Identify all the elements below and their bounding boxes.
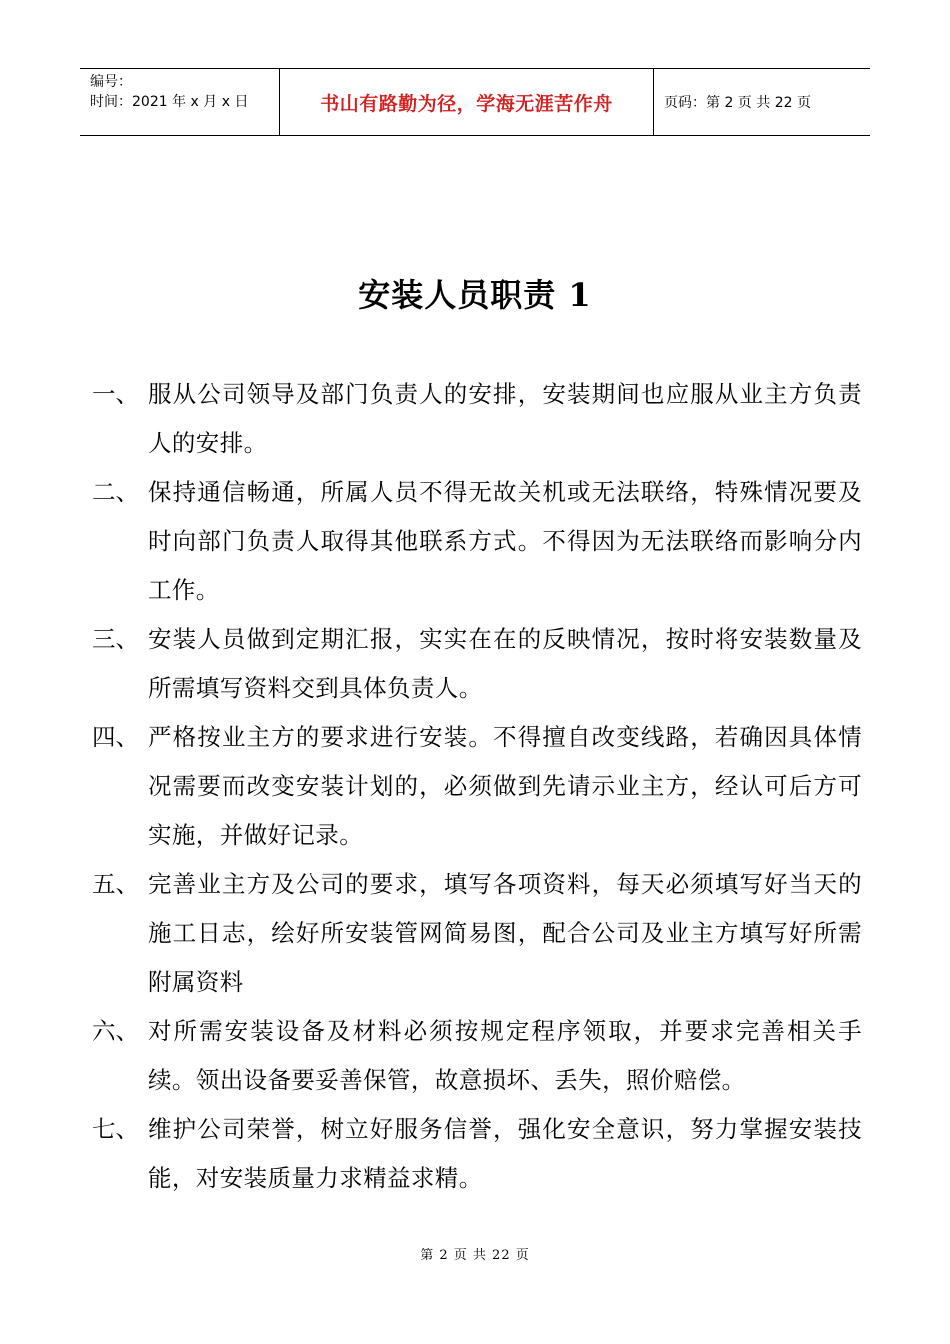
list-item bbox=[92, 615, 862, 713]
list-item-text: 服从公司领导及部门负责人的安排，安装期间也应服从业主方负责人的安排。 bbox=[148, 380, 862, 457]
page-header bbox=[80, 68, 870, 136]
list-item-text: 对所需安装设备及材料必须按规定程序领取，并要求完善相关手续。领出设备要妥善保管，故意损坏、丢失，照价赔偿。 bbox=[148, 1017, 862, 1094]
list-item bbox=[92, 713, 862, 860]
list-item bbox=[92, 468, 862, 615]
list-item-text: 安装人员做到定期汇报，实实在在的反映情况，按时将安装数量及所需填写资料交到具体负责人。 bbox=[148, 625, 862, 702]
header-motto: 书山有路勤为径，学海无涯苦作舟 bbox=[280, 69, 654, 135]
list-item-text: 保持通信畅通，所属人员不得无故关机或无法联络，特殊情况要及时向部门负责人取得其他联系方式。不得因为无法联络而影响分内工作。 bbox=[148, 478, 862, 604]
list-item-text: 完善业主方及公司的要求，填写各项资料，每天必须填写好当天的施工日志，绘好所安装管网简易图，配合公司及业主方填写好所需附属资料 bbox=[148, 870, 862, 996]
header-page-info: 页码：第 2 页 共 22 页 bbox=[664, 95, 811, 111]
document-date: 时间：2021 年 x 月 x 日 bbox=[90, 94, 249, 110]
list-item bbox=[92, 860, 862, 1007]
list-item-text: 维护公司荣誉，树立好服务信誉，强化安全意识，努力掌握安装技能，对安装质量力求精益求精。 bbox=[148, 1115, 862, 1192]
list-item-number: 四、 bbox=[92, 723, 139, 751]
list-item-number: 五、 bbox=[92, 870, 139, 898]
duty-list bbox=[92, 370, 862, 1203]
list-item-number: 一、 bbox=[92, 380, 139, 408]
list-item-number: 三、 bbox=[92, 625, 139, 653]
list-item-number: 七、 bbox=[92, 1115, 139, 1143]
list-item-number: 二、 bbox=[92, 478, 139, 506]
document-number-label: 编号： bbox=[90, 74, 132, 90]
list-item bbox=[92, 1105, 862, 1203]
header-meta bbox=[80, 69, 280, 135]
page-footer: 第 2 页 共 22 页 bbox=[420, 1248, 530, 1263]
list-item bbox=[92, 370, 862, 468]
list-item-text: 严格按业主方的要求进行安装。不得擅自改变线路，若确因具体情况需要而改变安装计划的，必须做到先请示业主方，经认可后方可实施，并做好记录。 bbox=[148, 723, 862, 849]
document-title: 安装人员职责 1 bbox=[358, 276, 592, 314]
list-item bbox=[92, 1007, 862, 1105]
list-item-number: 六、 bbox=[92, 1017, 139, 1045]
